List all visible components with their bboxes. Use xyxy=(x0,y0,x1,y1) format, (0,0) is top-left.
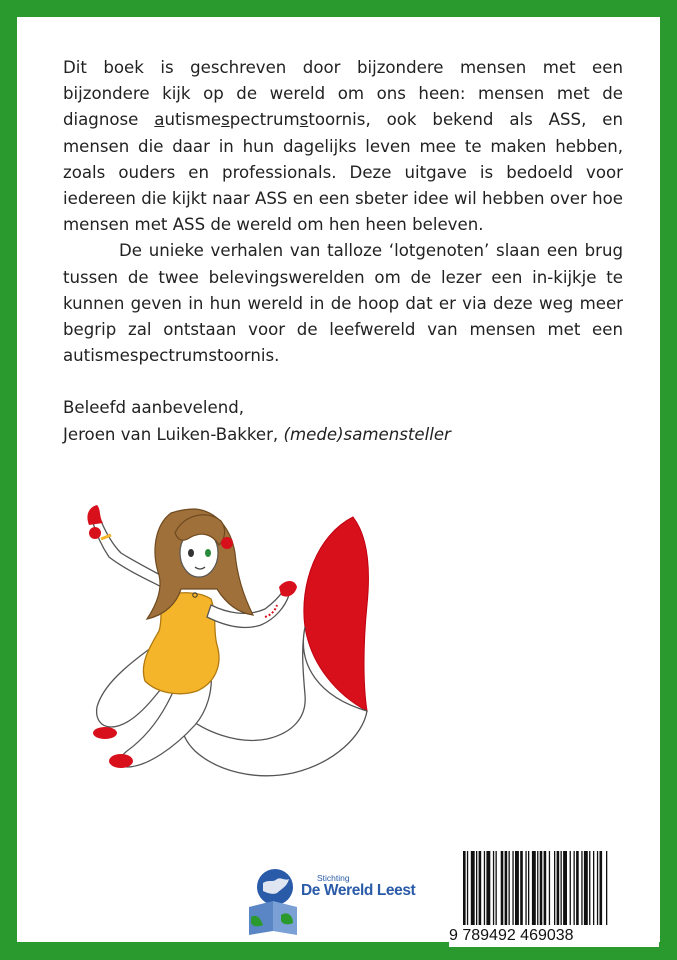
barcode-bar xyxy=(606,851,607,925)
glove-raised xyxy=(87,505,103,525)
barcode-bar xyxy=(544,851,547,925)
barcode-bar xyxy=(493,851,494,925)
globe-book-icon xyxy=(245,857,301,937)
barcode-bar xyxy=(574,851,575,925)
barcode-bar xyxy=(589,851,590,925)
barcode-bar xyxy=(505,851,508,925)
barcode-bar xyxy=(501,851,504,925)
barcode-bar xyxy=(486,851,490,925)
hair-flower xyxy=(221,537,233,549)
barcode-bars xyxy=(449,851,659,925)
barcode-bar xyxy=(509,851,510,925)
logo-small-text: Stichting xyxy=(317,873,350,883)
author-role: (mede)samensteller xyxy=(283,424,451,444)
barcode-bar xyxy=(520,851,523,925)
character-illustration xyxy=(67,495,417,785)
closing-line: Beleefd aanbevelend, xyxy=(63,398,245,418)
shoe-front xyxy=(109,754,133,768)
barcode-bar xyxy=(554,851,555,925)
isbn-barcode xyxy=(449,851,659,947)
barcode-bar xyxy=(528,851,529,925)
barcode-bar xyxy=(570,851,571,925)
eye-left xyxy=(188,549,194,557)
barcode-bar xyxy=(600,851,603,925)
publisher-logo xyxy=(245,857,435,937)
barcode-bar xyxy=(532,851,536,925)
cover-text xyxy=(63,55,623,448)
glove-raised-ball xyxy=(89,527,101,539)
logo-name-text: De Wereld Leest xyxy=(301,882,416,899)
barcode-bar xyxy=(563,851,567,925)
barcode-digits: 9 789492 469038 xyxy=(449,927,574,944)
barcode-bar xyxy=(512,851,513,925)
intro-paragraph: Dit boek is geschreven door bijzondere mensen met een bijzondere kijk op de wereld om ons heen: mensen met de diagnose autismespectrumstoornis, ook bekend als ASS, en mensen die daar in hun dagelijks leven mee te maken hebben, zoals ouders en professionals. Deze uitgave is bedoeld voor iedereen die kijkt naar ASS en een sbeter idee wil hebben over hoe mensen met ASS de wereld om hen heen beleven. xyxy=(63,58,623,235)
barcode-bar xyxy=(561,851,562,925)
barcode-bar xyxy=(576,851,579,925)
barcode-bar xyxy=(515,851,519,925)
barcode-bar xyxy=(484,851,485,925)
barcode-bar xyxy=(597,851,598,925)
eye-right xyxy=(205,549,211,557)
author-name: Jeroen van Luiken-Bakker, xyxy=(63,424,279,444)
barcode-bar xyxy=(525,851,526,925)
shoe-back xyxy=(93,727,117,739)
author-line xyxy=(63,422,623,448)
barcode-bar xyxy=(549,851,550,925)
barcode-bar xyxy=(479,851,482,925)
barcode-bar xyxy=(496,851,497,925)
barcode-bar xyxy=(581,851,582,925)
second-paragraph: De unieke verhalen van talloze ‘lotgenoten’ slaan een brug tussen de twee belevingswerelden om de lezer een in-kijkje te kunnen geven in hun wereld in de hoop dat er via deze weg meer begrip zal ontstaan voor de leefwereld van mensen met een autismespectrumstoornis. xyxy=(63,241,623,366)
barcode-bar xyxy=(540,851,543,925)
barcode-bar xyxy=(593,851,594,925)
barcode-bar xyxy=(557,851,560,925)
barcode-bar xyxy=(463,851,466,925)
glove-side xyxy=(279,581,297,597)
barcode-bar xyxy=(584,851,588,925)
barcode-bar xyxy=(467,851,468,925)
barcode-bar xyxy=(471,851,475,925)
barcode-bar xyxy=(537,851,538,925)
barcode-bar xyxy=(476,851,477,925)
